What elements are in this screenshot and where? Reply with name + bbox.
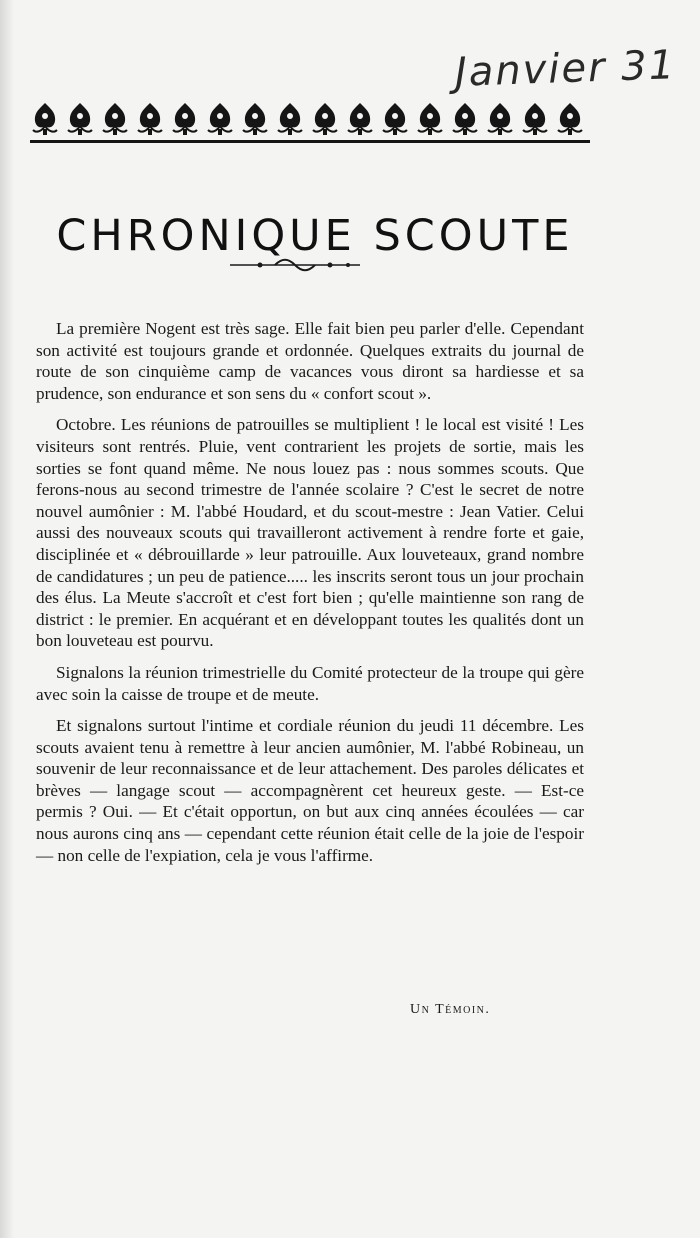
handwritten-date-annotation: Janvier 31	[454, 42, 677, 96]
paragraph-committee: Signalons la réunion trimestrielle du Comité protecteur de la troupe qui gère avec soin la caisse de troupe et de meute.	[36, 662, 584, 704]
fleuron-row	[33, 103, 582, 135]
page-edge-shadow	[0, 0, 14, 1238]
paragraph-intro: La première Nogent est très sage. Elle fait bien peu parler d'elle. Cependant son activité est toujours grande et ordonnée. Quelques extraits du journal de route de son cinquième camp de vacances vous diront sa hardiesse et sa prudence, son endurance et son sens du « confort scout ».	[36, 319, 584, 403]
article-body	[36, 318, 584, 876]
article-title: CHRONIQUE SCOUTE	[56, 210, 574, 261]
paragraph-reunion: Et signalons surtout l'intime et cordiale réunion du jeudi 11 décembre. Les scouts avaient tenu à remettre à leur ancien aumônier, M. l'abbé Robineau, un souvenir de leur reconnaissance et de leur attachement. Des paroles délicates et brèves — langage scout — accompagnèrent cet heureux geste. — Est-ce permis ? Oui. — Et c'était opportun, on but aux cinq années écoulées — car nous aurons cinq ans — cependant cette réunion était celle de la joie de l'espoir — non celle de l'expiation, cela je vous l'affirme.	[36, 716, 584, 865]
paragraph-october: Octobre. Les réunions de patrouilles se multiplient ! le local est visité ! Les visiteurs sont rentrés. Pluie, vent contrarient les projets de sortie, mais les sorties se font quand même. Ne nous louez pas : nous sommes scouts. Que ferons-nous au second trimestre de l'année scolaire ? C'est le secret de notre nouvel aumônier : M. l'abbé Houdard, et du scout-mestre : Jean Vatier. Celui aussi des nouveaux scouts qui travailleront activement à rendre forte et gaie, disciplinée et « débrouillarde » leur patrouille. Aux louveteaux, grand nombre de candidatures ; un peu de patience..... les inscrits seront tous un jour prochain des élus. La Meute s'accroît et c'est fort bien ; qu'elle maintienne son rang de district : le premier. En acquérant et en développant toutes les qualités dont un bon louveteau est pourvu.	[36, 415, 584, 651]
author-signature: Un Témoin.	[410, 1002, 491, 1017]
ornamental-header-band	[30, 95, 590, 147]
ornamental-divider	[230, 256, 360, 274]
